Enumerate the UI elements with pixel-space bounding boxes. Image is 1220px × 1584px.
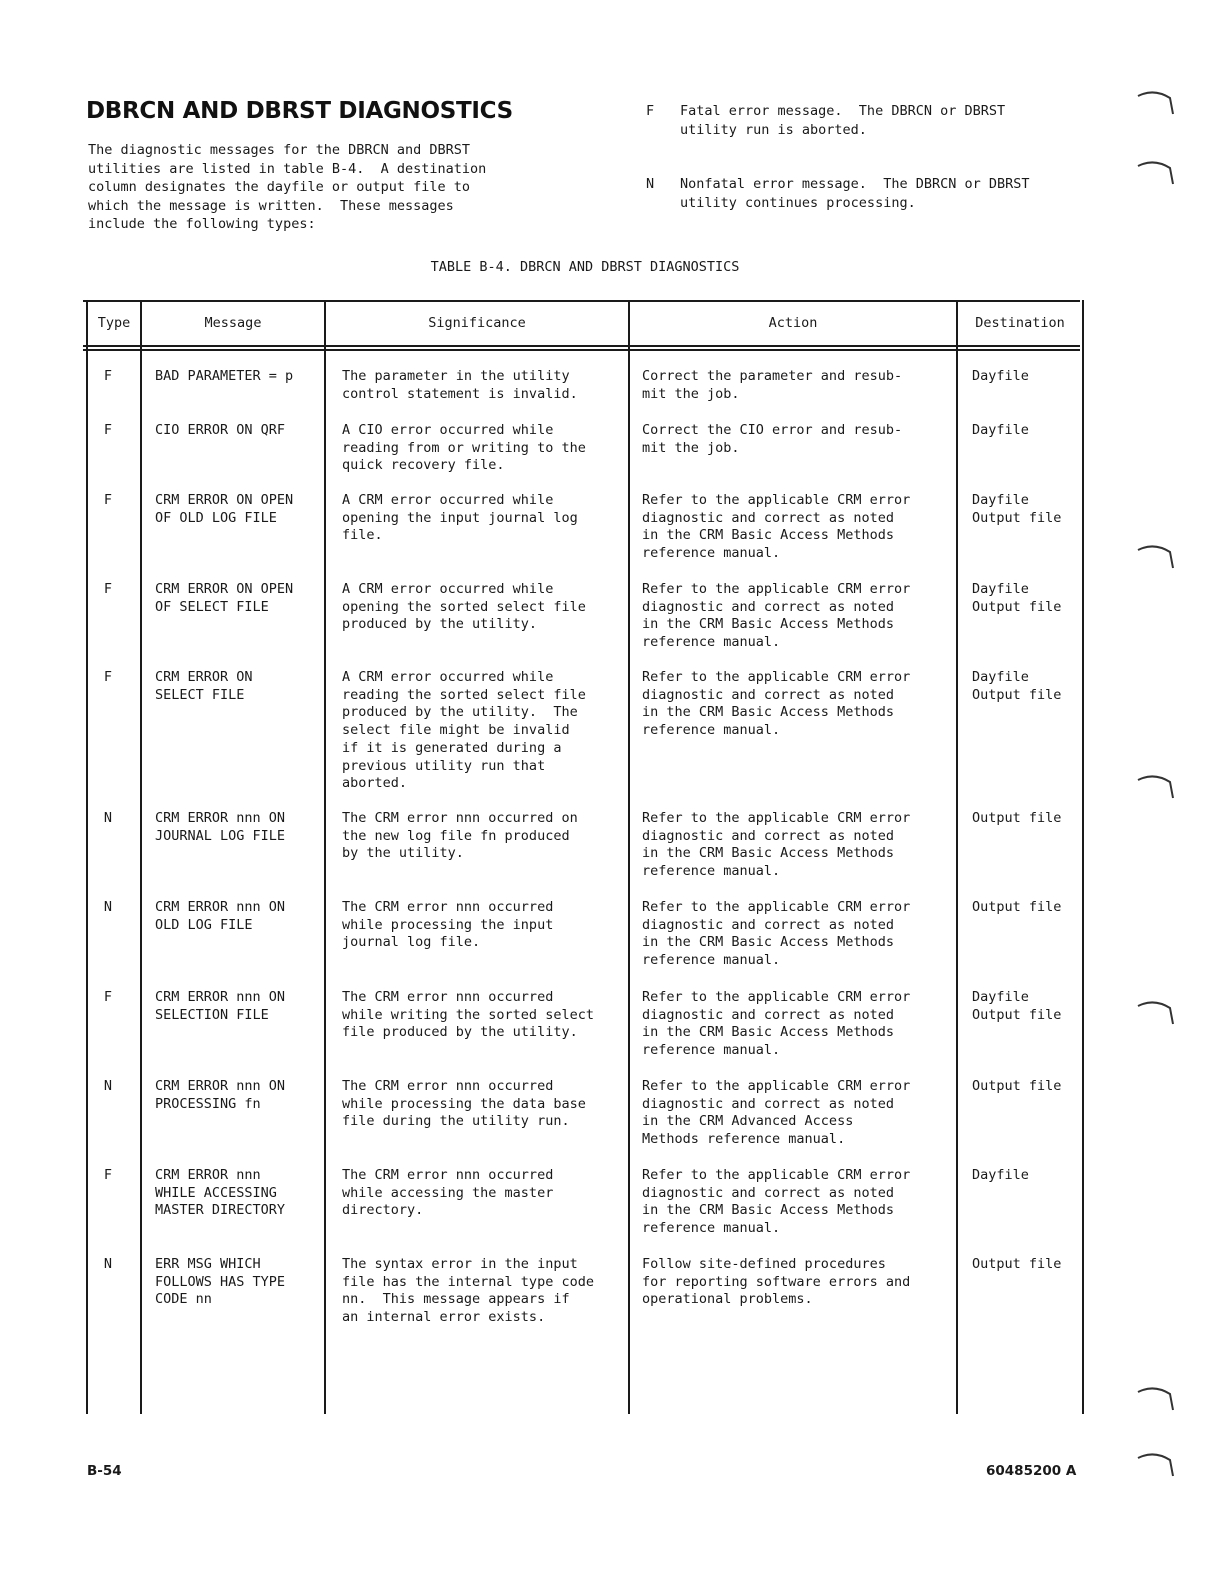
cell-message: CRM ERROR nnn ON PROCESSING fn: [155, 1078, 286, 1112]
cell-message: CRM ERROR nnn ON OLD LOG FILE: [155, 899, 286, 933]
cell-type: N: [103, 1078, 113, 1094]
cell-destination: Dayfile: [972, 368, 1029, 384]
header-type: Type: [97, 315, 131, 331]
type-description: Fatal error message. The DBRCN or DBRST utility run is aborted.: [680, 103, 1006, 138]
cell-message: CRM ERROR ON OPEN OF OLD LOG FILE: [155, 492, 294, 526]
punch-mark-icon: [1136, 1382, 1176, 1412]
column-divider: [324, 300, 326, 1414]
cell-type: N: [103, 899, 113, 915]
cell-type: N: [103, 1256, 113, 1272]
cell-destination: Output file: [972, 1256, 1062, 1272]
cell-action: Correct the CIO error and resub- mit the job.: [642, 422, 903, 456]
cell-destination: Output file: [972, 810, 1062, 826]
column-divider: [86, 300, 88, 1414]
cell-destination: Dayfile: [972, 1167, 1029, 1183]
cell-type: F: [103, 422, 113, 438]
cell-destination: Dayfile Output file: [972, 581, 1062, 615]
cell-type: N: [103, 810, 113, 826]
cell-significance: A CRM error occurred while reading the sorted select file produced by the utility. The select file might be invalid if it is generated during a previous utility run that aborted.: [342, 669, 586, 792]
cell-destination: Dayfile Output file: [972, 989, 1062, 1023]
cell-type: F: [103, 581, 113, 597]
type-code: F: [646, 103, 655, 119]
page-heading: DBRCN AND DBRST DIAGNOSTICS: [86, 98, 513, 124]
column-divider: [1082, 300, 1084, 1414]
cell-significance: A CIO error occurred while reading from or writing to the quick recovery file.: [342, 422, 586, 474]
cell-destination: Dayfile: [972, 422, 1029, 438]
punch-mark-icon: [1136, 540, 1176, 570]
cell-action: Refer to the applicable CRM error diagnostic and correct as noted in the CRM Basic Access Methods reference manual.: [642, 1167, 911, 1237]
cell-destination: Dayfile Output file: [972, 492, 1062, 526]
column-divider: [628, 300, 630, 1414]
cell-significance: The CRM error nnn occurred while accessing the master directory.: [342, 1167, 554, 1219]
table-caption: TABLE B-4. DBRCN AND DBRST DIAGNOSTICS: [430, 259, 740, 275]
header-message: Message: [204, 315, 262, 331]
punch-mark-icon: [1136, 156, 1176, 186]
cell-action: Refer to the applicable CRM error diagnostic and correct as noted in the CRM Advanced Access Methods reference manual.: [642, 1078, 911, 1148]
cell-action: Refer to the applicable CRM error diagnostic and correct as noted in the CRM Basic Access Methods reference manual.: [642, 492, 911, 562]
type-code: N: [646, 176, 655, 192]
punch-mark-icon: [1136, 996, 1176, 1026]
cell-action: Refer to the applicable CRM error diagnostic and correct as noted in the CRM Basic Access Methods reference manual.: [642, 669, 911, 739]
cell-message: ERR MSG WHICH FOLLOWS HAS TYPE CODE nn: [155, 1256, 286, 1308]
header-action: Action: [768, 315, 818, 331]
cell-message: BAD PARAMETER = p: [155, 368, 294, 384]
cell-destination: Output file: [972, 1078, 1062, 1094]
punch-mark-icon: [1136, 86, 1176, 116]
cell-type: F: [103, 368, 113, 384]
cell-type: F: [103, 492, 113, 508]
cell-message: CIO ERROR ON QRF: [155, 422, 286, 438]
cell-significance: The parameter in the utility control statement is invalid.: [342, 368, 578, 402]
cell-action: Follow site-defined procedures for reporting software errors and operational problems.: [642, 1256, 911, 1308]
column-divider: [956, 300, 958, 1414]
page-number: B-54: [87, 1463, 122, 1479]
cell-action: Correct the parameter and resub- mit the job.: [642, 368, 903, 402]
cell-significance: A CRM error occurred while opening the input journal log file.: [342, 492, 578, 544]
document-number: 60485200 A: [986, 1463, 1077, 1479]
cell-message: CRM ERROR nnn ON SELECTION FILE: [155, 989, 286, 1023]
cell-destination: Output file: [972, 899, 1062, 915]
cell-significance: The CRM error nnn occurred while processing the input journal log file.: [342, 899, 554, 951]
cell-significance: The syntax error in the input file has the internal type code nn. This message appears if an internal error exists.: [342, 1256, 594, 1326]
cell-message: CRM ERROR ON SELECT FILE: [155, 669, 253, 703]
cell-action: Refer to the applicable CRM error diagnostic and correct as noted in the CRM Basic Access Methods reference manual.: [642, 581, 911, 651]
cell-message: CRM ERROR nnn ON JOURNAL LOG FILE: [155, 810, 286, 844]
cell-action: Refer to the applicable CRM error diagnostic and correct as noted in the CRM Basic Access Methods reference manual.: [642, 810, 911, 880]
cell-message: CRM ERROR ON OPEN OF SELECT FILE: [155, 581, 294, 615]
punch-mark-icon: [1136, 770, 1176, 800]
cell-type: F: [103, 669, 113, 685]
cell-significance: The CRM error nnn occurred while processing the data base file during the utility run.: [342, 1078, 586, 1130]
punch-mark-icon: [1136, 1448, 1176, 1478]
header-rule-2: [83, 349, 1080, 351]
cell-type: F: [103, 989, 113, 1005]
cell-significance: The CRM error nnn occurred on the new log file fn produced by the utility.: [342, 810, 578, 862]
cell-significance: A CRM error occurred while opening the sorted select file produced by the utility.: [342, 581, 586, 633]
type-description: Nonfatal error message. The DBRCN or DBRST utility continues processing.: [680, 176, 1030, 211]
header-destination: Destination: [975, 315, 1065, 331]
cell-significance: The CRM error nnn occurred while writing the sorted select file produced by the utility.: [342, 989, 594, 1041]
cell-type: F: [103, 1167, 113, 1183]
cell-message: CRM ERROR nnn WHILE ACCESSING MASTER DIRECTORY: [155, 1167, 286, 1219]
column-divider: [140, 300, 142, 1414]
intro-paragraph: The diagnostic messages for the DBRCN and DBRST utilities are listed in table B-4. A destination column designates the dayfile or output file to which the message is written. These messages include the following types:: [88, 142, 487, 232]
cell-action: Refer to the applicable CRM error diagnostic and correct as noted in the CRM Basic Access Methods reference manual.: [642, 989, 911, 1059]
cell-destination: Dayfile Output file: [972, 669, 1062, 703]
cell-action: Refer to the applicable CRM error diagnostic and correct as noted in the CRM Basic Access Methods reference manual.: [642, 899, 911, 969]
header-significance: Significance: [428, 315, 526, 331]
